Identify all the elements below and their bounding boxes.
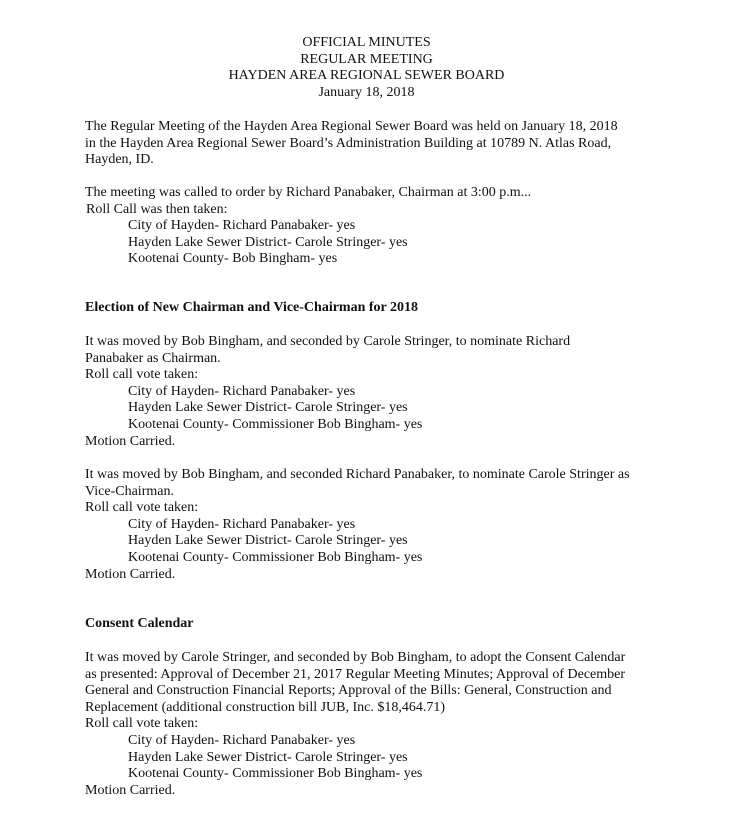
election-motion-2 <box>85 467 685 583</box>
header-date: January 18, 2018 <box>318 84 415 100</box>
roll-call-label: Roll call vote taken: <box>85 500 199 516</box>
motion-line: It was moved by Carole Stringer, and seconded by Bob Bingham, to adopt the Consent Calendar <box>85 650 626 665</box>
roll-call-entry: Hayden Lake Sewer District- Carole Stringer- yes <box>128 400 408 416</box>
roll-call-entry: Kootenai County- Commissioner Bob Bingham- yes <box>128 549 423 565</box>
motion-result: Motion Carried. <box>85 782 176 798</box>
header-subtitle: REGULAR MEETING <box>300 51 433 67</box>
roll-call-entry: City of Hayden- Richard Panabaker- yes <box>128 383 356 399</box>
roll-call-label: Roll Call was then taken: <box>86 201 228 217</box>
roll-call-entry: Hayden Lake Sewer District- Carole Stringer- yes <box>128 234 408 250</box>
intro-line: in the Hayden Area Regional Sewer Board’s Administration Building at 10789 N. Atlas Road, <box>85 135 612 151</box>
motion-line: It was moved by Bob Bingham, and seconded Richard Panabaker, to nominate Carole Stringer as <box>85 467 630 482</box>
roll-call-entry: Kootenai County- Commissioner Bob Bingham- yes <box>128 416 423 432</box>
section-heading: Election of New Chairman and Vice-Chairman for 2018 <box>85 300 418 315</box>
consent-motion <box>85 650 685 799</box>
header-title: OFFICIAL MINUTES <box>302 35 431 50</box>
roll-call-entry: City of Hayden- Richard Panabaker- yes <box>128 516 356 532</box>
roll-call-entry: Hayden Lake Sewer District- Carole Stringer- yes <box>128 749 408 765</box>
motion-result: Motion Carried. <box>85 433 176 449</box>
election-motion-1 <box>85 334 685 450</box>
roll-call-entry: City of Hayden- Richard Panabaker- yes <box>128 218 356 234</box>
motion-result: Motion Carried. <box>85 566 176 582</box>
intro-line: Hayden, ID. <box>85 152 154 168</box>
roll-call-entry: Hayden Lake Sewer District- Carole Stringer- yes <box>128 533 408 549</box>
motion-line: General and Construction Financial Reports; Approval of the Bills: General, Construction and <box>85 683 612 699</box>
intro-paragraph <box>85 119 685 169</box>
roll-call-entry: Kootenai County- Commissioner Bob Bingham- yes <box>128 766 423 782</box>
roll-call-entry: City of Hayden- Richard Panabaker- yes <box>128 732 356 748</box>
document-header <box>0 35 733 101</box>
motion-line: as presented: Approval of December 21, 2017 Regular Meeting Minutes; Approval of December <box>85 666 626 682</box>
motion-line: Replacement (additional construction bill JUB, Inc. $18,464.71) <box>85 699 446 715</box>
roll-call-label: Roll call vote taken: <box>85 716 199 732</box>
motion-line: Vice-Chairman. <box>85 483 174 499</box>
call-to-order-text: The meeting was called to order by Richard Panabaker, Chairman at 3:00 p.m... <box>85 185 532 200</box>
election-heading <box>85 300 685 317</box>
motion-line: Panabaker as Chairman. <box>85 350 221 366</box>
intro-line: The Regular Meeting of the Hayden Area Regional Sewer Board was held on January 18, 2018 <box>85 119 618 134</box>
call-to-order-section <box>85 185 685 268</box>
header-board-name: HAYDEN AREA REGIONAL SEWER BOARD <box>228 68 505 84</box>
roll-call-entry: Kootenai County- Bob Bingham- yes <box>128 251 338 267</box>
section-heading: Consent Calendar <box>85 616 194 631</box>
motion-line: It was moved by Bob Bingham, and seconded by Carole Stringer, to nominate Richard <box>85 334 571 349</box>
consent-heading <box>85 616 685 633</box>
roll-call-label: Roll call vote taken: <box>85 367 199 383</box>
